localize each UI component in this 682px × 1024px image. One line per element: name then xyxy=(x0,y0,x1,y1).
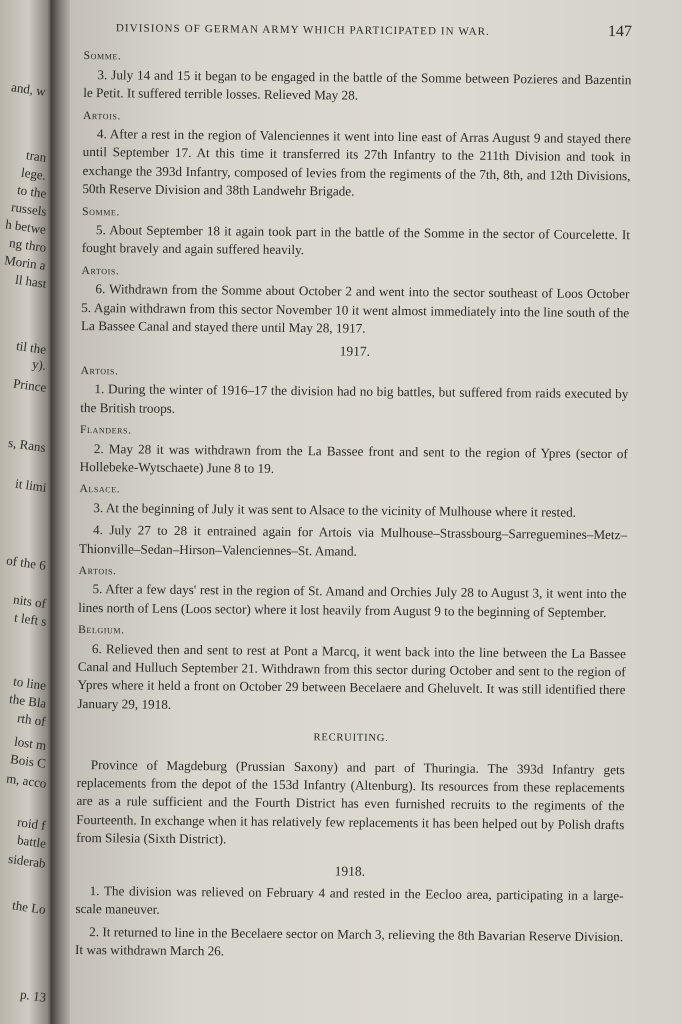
left-page-fragment: Morin a xyxy=(3,252,48,273)
section-label: Somme. xyxy=(83,50,122,63)
left-page-fragment: s, Rans xyxy=(7,434,48,455)
recruiting-heading: RECRUITING. xyxy=(313,732,389,745)
paragraph: 3. At the beginning of July it was sent to Alsace to the vicinity of Mulhouse where it rested. xyxy=(93,499,577,520)
paragraph: 3. July 14 and 15 it began to be engaged in the battle of the Somme between Pozieres and Bazentin le Petit. It suffered terrible losses. Relieved May 28. xyxy=(83,66,632,103)
year-heading-1918: 1918. xyxy=(334,863,366,879)
paragraph: 5. After a few days' rest in the region of St. Amand and Orchies July 28 to August 3, it went into the lines north of Lens (Loos sector) where it lost heavily from August 9 to the beginning of September. xyxy=(78,581,627,620)
left-page-fragment: lege. xyxy=(20,164,48,183)
paragraph: 1. During the winter of 1916–17 the division had no big battles, but suffered from raids executed by the British troops. xyxy=(80,381,629,416)
left-page-fragment: til the xyxy=(15,337,48,357)
paragraph: 4. After a rest in the region of Valenciennes it went into line east of Arras August 9 and stayed there until September 17. At this time it transferred its 27th Infantry to the 211th Division and took in exchange the 393d Infantry, composed of levies from the regiments of the 7th, 8th, and 12th Divisions, 50th Reserve Division and 38th Landwehr Brigade. xyxy=(82,126,631,199)
section-label: Somme. xyxy=(82,205,120,219)
left-page-fragment: russels xyxy=(9,199,48,219)
section-label: Alsace. xyxy=(79,483,121,496)
paragraph: 5. About September 18 it again took part in the battle of the Somme in the sector of Courcelette. It fought bravely and again suffered heavily. xyxy=(81,222,631,258)
left-page-fragment: tran xyxy=(25,147,48,165)
right-page xyxy=(70,0,682,1024)
page-number: 147 xyxy=(607,23,632,41)
left-page-fragment: siderab xyxy=(7,850,48,871)
left-page-fragment: of the 6 xyxy=(5,552,48,573)
left-page-fragment: to line xyxy=(12,673,48,693)
section-label: Belgium. xyxy=(78,624,125,637)
section-label: Flanders. xyxy=(79,424,132,437)
running-head xyxy=(116,18,632,42)
left-page-fragment: p. 13 xyxy=(19,986,48,1005)
left-page-fragment: battle xyxy=(16,832,48,851)
left-page-fragment: the Lo xyxy=(11,897,48,917)
left-page xyxy=(0,0,52,1024)
section-label: Artois. xyxy=(81,264,120,278)
year-heading-1917: 1917. xyxy=(339,342,371,359)
left-page-fragment: Bois C xyxy=(9,751,48,771)
section-label: Artois. xyxy=(78,564,117,578)
paragraph: 6. Relieved then and sent to rest at Pont a Marcq, it went back into the line between the La Bassee Canal and Hulluch September 21. Withdrawn from this sector during October and sent to the region of Ypres where it held a front on October 29 between Becelaere and Gheluvelt. It was still identified there January 29, 1918. xyxy=(77,640,626,712)
section-label: Artois. xyxy=(83,109,121,122)
left-page-fragment: m, acco xyxy=(4,770,48,791)
left-page-fragment: it limi xyxy=(13,475,48,495)
left-page-fragment: y). xyxy=(31,356,48,373)
left-page-fragment: h betwe xyxy=(4,216,48,237)
recruiting-paragraph: Province of Magdeburg (Prussian Saxony) and part of Thuringia. The 393d Infantry gets replacements from the depot of the 153d Infantry (Altenburg). Its resources from these replacements are as a rule sufficient and the Fourth District has even furnished recruits to the regiments of the Fourteenth. In exchange when it has relatively few replacements it has been helped out by Polish drafts from Silesia (Sixth District). xyxy=(76,756,625,847)
left-page-fragment: and, w xyxy=(10,79,48,99)
left-page-fragment: ll hast xyxy=(13,271,48,291)
section-label: Artois. xyxy=(80,364,119,378)
left-page-fragment: to the xyxy=(16,182,48,201)
left-page-fragment: roid f xyxy=(16,814,48,833)
paragraph: 1. The division was relieved on February 4 and rested in the Eecloo area, participating in a large-scale maneuver. xyxy=(75,883,624,918)
left-page-fragment: lost m xyxy=(13,733,48,753)
running-title: DIVISIONS OF GERMAN ARMY WHICH PARTICIPATED IN WAR. xyxy=(115,22,491,38)
left-page-fragment: t left s xyxy=(12,609,48,629)
paragraph: 2. May 28 it was withdrawn from the La Bassee front and sent to the region of Ypres (sector of Hollebeke-Wytschaete) June 8 to 19. xyxy=(79,440,628,476)
paragraph: 6. Withdrawn from the Somme about October 2 and went into the sector southeast of Loos October 5. Again withdrawn from this sector November 10 it went almost immediately into the line south of the La Bassee Canal and stayed there until May 28, 1917. xyxy=(80,281,630,336)
paragraph: 2. It returned to line in the Becelaere sector on March 3, relieving the 8th Bavarian Reserve Division. It was withdrawn March 26. xyxy=(74,923,624,959)
left-page-fragment: ng thro xyxy=(8,234,48,255)
left-page-fragment: nits of xyxy=(12,591,48,611)
page-content xyxy=(75,18,632,969)
left-page-fragment: rth of xyxy=(16,710,48,729)
left-page-fragment: Prince xyxy=(12,375,48,395)
left-page-fragment: the Bla xyxy=(8,690,48,711)
paragraph: 4. July 27 to 28 it entrained again for Artois via Mulhouse–Strassbourg–Sarreguemines–Metz–Thionville–Sedan–Hirson–Valenciennes–St. Amand. xyxy=(78,522,628,559)
